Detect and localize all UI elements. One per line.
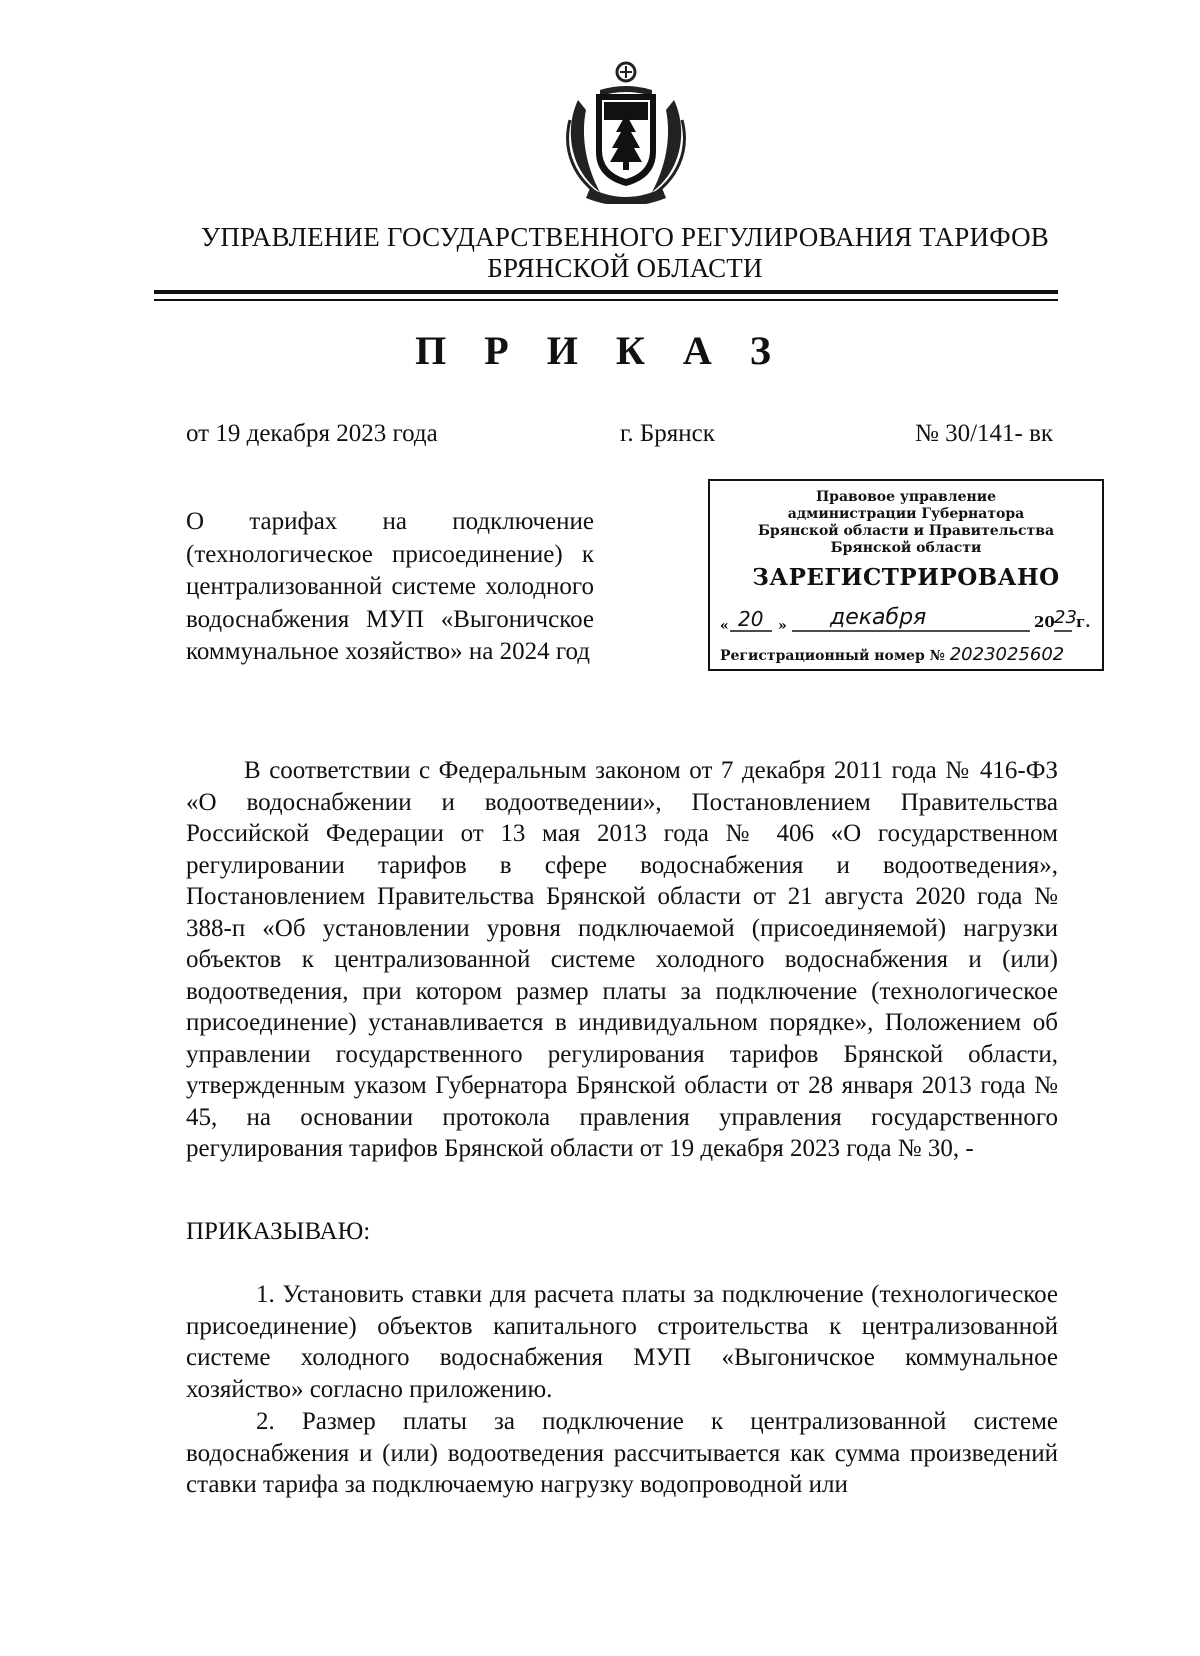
stamp-line-2: администрации Губернатора [787,506,1025,522]
svg-text:«: « [720,618,729,634]
stamp-date-line [720,605,1096,635]
stamp-registered-label: ЗАРЕГИСТРИРОВАНО [752,564,1060,591]
stamp-line-3: Брянской области и Правительства [757,523,1055,539]
svg-text:»: » [778,618,787,634]
registration-stamp [708,479,1104,671]
order-item-1: 1. Установить ставки для расчета платы за подключение (технологическое присоединение) объектов капитального строительства к централизованной системе холодного водоснабжения МУП «Выгоничское коммунальное хозяйство» согласно приложению. [186,1281,1058,1403]
organization-name-line-1: УПРАВЛЕНИЕ ГОСУДАРСТВЕННОГО РЕГУЛИРОВАНИЯ ТАРИФОВ [201,222,1049,252]
document-city: г. Брянск [620,420,715,447]
stamp-registration-number-line [720,644,1100,665]
stamp-year-suffix: г. [1076,613,1091,631]
header-divider-thick [154,290,1058,294]
stamp-month-handwritten: декабря [830,605,927,630]
order-heading: ПРИКАЗЫВАЮ: [186,1218,371,1245]
stamp-registration-number: 2023025602 [949,644,1065,665]
document-number: № 30/141- вк [915,420,1054,447]
stamp-registration-number-label: Регистрационный номер № [720,648,945,664]
document-title: П Р И К А З [415,328,785,373]
stamp-year-handwritten: 23 [1054,607,1077,628]
preamble-paragraph: В соответствии с Федеральным законом от 7 декабря 2011 года № 416-ФЗ «О водоснабжении и водоотведении», Постановлением Правительства Российской Федерации от 13 мая 2013 года № 406 «О государственном регулировании тарифов в сфере водоснабжения и водоотведения», Постановлением Правительства Брянской области от 21 августа 2020 года № 388-п «Об установлении уровня подключаемой (присоединяемой) нагрузки объектов к централизованной системе холодного водоснабжения и (или) водоотведения, при котором размер платы за подключение (технологическое присоединение) устанавливается в индивидуальном порядке», Положением об управлении государственного регулирования тарифов Брянской области, утвержденным указом Губернатора Брянской области от 28 января 2013 года № 45, на основании протокола правления управления государственного регулирования тарифов Брянской области от 19 декабря 2023 года № 30, - [186,757,1058,1162]
stamp-line-4: Брянской области [830,540,982,556]
stamp-line-1: Правовое управление [815,489,997,505]
document-subject: О тарифах на подключение (технологическое присоединение) к централизованной системе холодного водоснабжения МУП «Выгоничское коммунальное хозяйство» на 2024 год [186,508,594,665]
coat-of-arms-emblem [560,60,692,204]
organization-name-line-2: БРЯНСКОЙ ОБЛАСТИ [487,253,763,283]
order-item-2: 2. Размер платы за подключение к централизованной системе водоснабжения и (или) водоотведения рассчитывается как сумма произведений ставки тарифа за подключаемую нагрузку водопроводной или [186,1408,1058,1498]
header-divider-thin [154,299,1058,301]
stamp-year-prefix: 20 [1034,613,1055,631]
document-date: от 19 декабря 2023 года [186,420,438,447]
stamp-day-handwritten: 20 [738,607,764,631]
